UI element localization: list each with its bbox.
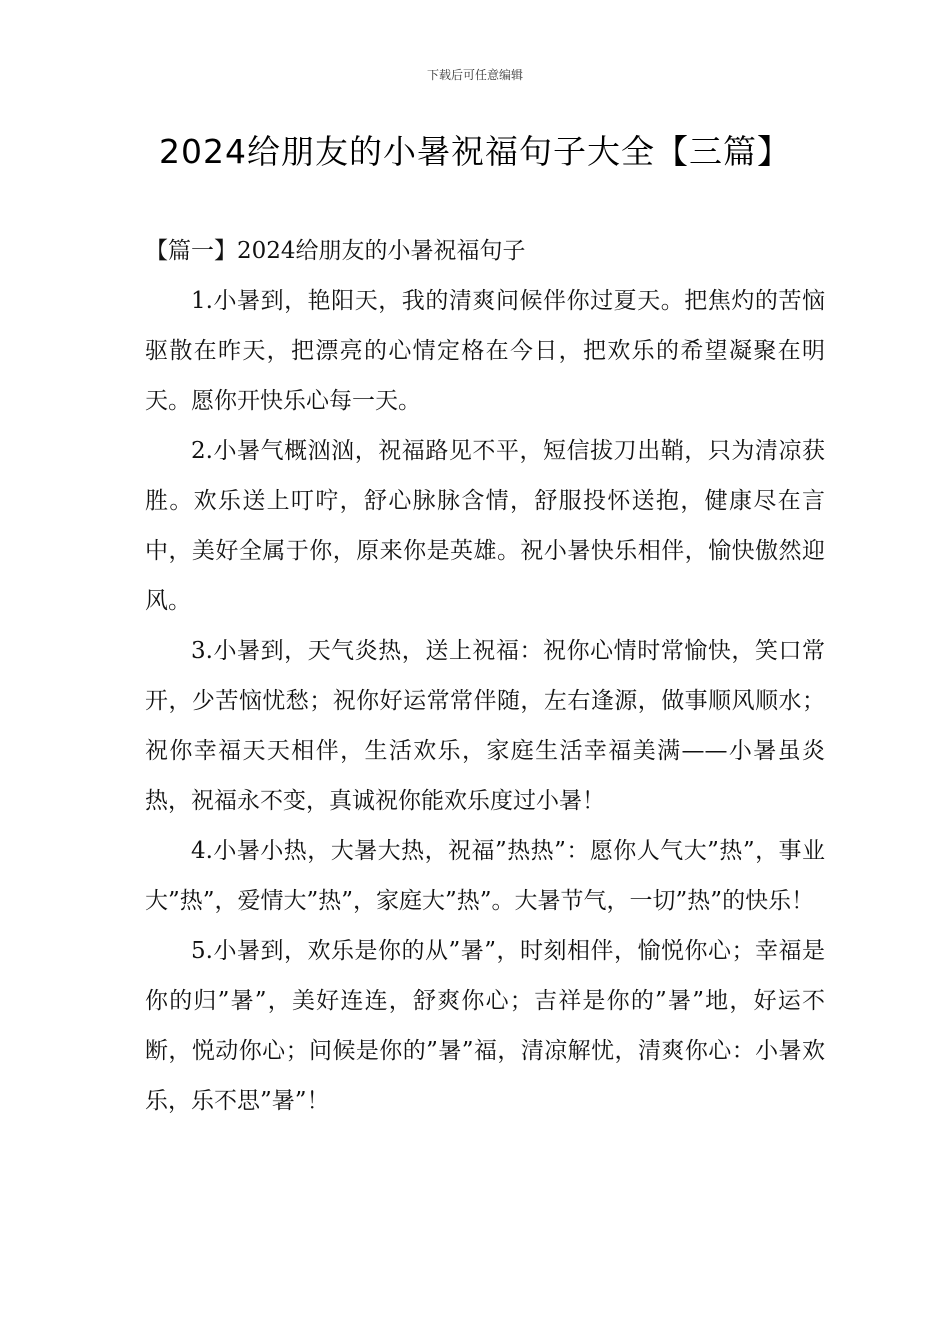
paragraph-3: 3.小暑到，天气炎热，送上祝福：祝你心情时常愉快，笑口常开，少苦恼忧愁；祝你好运常常伴随，左右逢源，做事顺风顺水；祝你幸福天天相伴，生活欢乐，家庭生活幸福美满——小暑虽炎热，祝福永不变，真诚祝你能欢乐度过小暑！	[145, 638, 825, 814]
paragraph-5: 5.小暑到，欢乐是你的从”暑”，时刻相伴，愉悦你心；幸福是你的归”暑”，美好连连，舒爽你心；吉祥是你的”暑”地，好运不断，悦动你心；问候是你的”暑”福，清凉解忧，清爽你心：小暑欢乐，乐不思”暑”！	[145, 938, 825, 1114]
document-body	[145, 226, 825, 1126]
page-header-note: 下载后可任意编辑	[426, 68, 523, 82]
paragraph-1: 1.小暑到，艳阳天，我的清爽问候伴你过夏天。把焦灼的苦恼驱散在昨天，把漂亮的心情定格在今日，把欢乐的希望凝聚在明天。愿你开快乐心每一天。	[145, 288, 825, 414]
paragraph-4: 4.小暑小热，大暑大热，祝福”热热”：愿你人气大”热”，事业大”热”，爱情大”热”，家庭大”热”。大暑节气，一切”热”的快乐！	[145, 838, 825, 914]
paragraph-2: 2.小暑气概汹汹，祝福路见不平，短信拔刀出鞘，只为清凉获胜。欢乐送上叮咛，舒心脉脉含情，舒服投怀送抱，健康尽在言中，美好全属于你，原来你是英雄。祝小暑快乐相伴，愉快傲然迎风。	[145, 438, 825, 614]
section-heading: 【篇一】2024给朋友的小暑祝福句子	[145, 238, 526, 264]
document-title: 2024给朋友的小暑祝福句子大全【三篇】	[159, 132, 791, 171]
